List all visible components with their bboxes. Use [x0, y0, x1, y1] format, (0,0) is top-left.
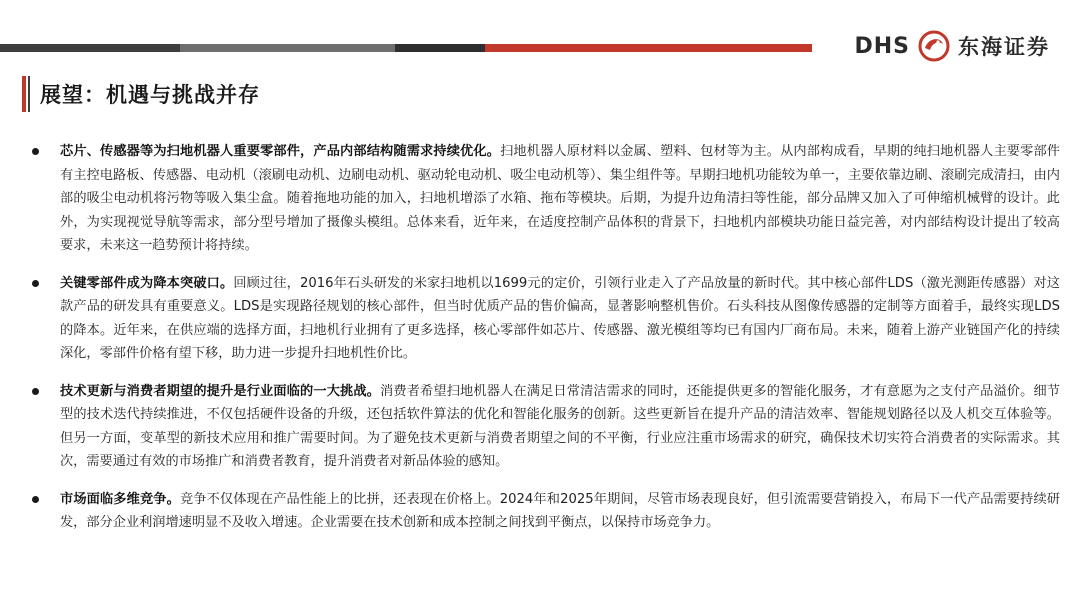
- title-block: [22, 76, 260, 112]
- bullet-dot-icon: [32, 280, 39, 287]
- bullet-lead: 芯片、传感器等为扫地机器人重要零部件，产品内部结构随需求持续优化。: [60, 144, 501, 159]
- bullet-item: [30, 140, 1060, 258]
- bullet-item: [30, 272, 1060, 366]
- bullet-dot-icon: [32, 388, 39, 395]
- bullet-item: [30, 488, 1060, 535]
- bullet-body: 回顾过往，2016年石头研发的米家扫地机以1699元的定价，引领行业走入了产品放量的新时代。其中核心部件LDS（激光测距传感器）对这款产品的研发具有重要意义。LDS是实现路径规划的核心部件，但当时优质产品的售价偏高，显著影响整机售价。石头科技从图像传感器的定制等方面着手，最终实现LDS的降本。近年来，在供应端的选择方面，扫地机行业拥有了更多选择，核心零部件如芯片、传感器、激光模组等均已有国内厂商布局。未来，随着上游产业链国产化的持续深化，零部件价格有望下移，助力进一步提升扫地机性价比。: [60, 275, 1060, 361]
- logo-abbr: DHS: [854, 33, 910, 59]
- bullet-body: 竞争不仅体现在产品性能上的比拼，还表现在价格上。2024年和2025年期间，尽管市场表现良好，但引流需要营销投入，布局下一代产品需要持续研发，部分企业利润增速明显不及收入增速。企业需要在技术创新和成本控制之间找到平衡点，以保持市场竞争力。: [60, 491, 1061, 530]
- header-bar-gray: [180, 44, 430, 52]
- bullet-lead: 技术更新与消费者期望的提升是行业面临的一大挑战。: [60, 383, 381, 399]
- dragon-logo-icon: [916, 28, 952, 64]
- bullet-dot-icon: [32, 496, 39, 503]
- company-logo: [854, 24, 1050, 68]
- title-accent-bar: [22, 76, 26, 112]
- logo-name: 东海证券: [958, 35, 1050, 59]
- bullet-body: 扫地机器人原材料以金属、塑料、包材等为主。从内部构成看，早期的纯扫地机器人主要零部件有主控电路板、传感器、电动机（滚刷电动机、边刷电动机、驱动轮电动机、吸尘电动机等）、集尘组件等。早期扫地机功能较为单一，主要依靠边刷、滚刷完成清扫，由内部的吸尘电动机将污物等吸入集尘盒。随着拖地功能的加入，扫地机增添了水箱、拖布等模块。后期，为提升边角清扫等性能，部分品牌又加入了可伸缩机械臂的设计。此外，为实现视觉导航等需求，部分型号增加了摄像头模组。总体来看，近年来，在适度控制产品体积的背景下，扫地机内部模块功能日益完善，对内部结构设计提出了较高要求，未来这一趋势预计将持续。: [60, 144, 1060, 253]
- header-bar-red: [430, 44, 812, 52]
- header-bar-dark-accent: [395, 44, 485, 52]
- header-decor-bar: [0, 44, 812, 52]
- bullet-lead: 市场面临多维竞争。: [60, 491, 180, 507]
- title-accent-bar-secondary: [28, 76, 30, 112]
- bullet-item: [30, 380, 1060, 474]
- bullet-list: [30, 140, 1060, 549]
- bullet-lead: 关键零部件成为降本突破口。: [60, 275, 234, 291]
- page-title: 展望：机遇与挑战并存: [40, 82, 260, 107]
- bullet-body: 消费者希望扫地机器人在满足日常清洁需求的同时，还能提供更多的智能化服务，才有意愿为之支付产品溢价。细节型的技术迭代持续推进，不仅包括硬件设备的升级，还包括软件算法的优化和智能化服务的创新。这些更新旨在提升产品的清洁效率、智能规划路径以及人机交互体验等。但另一方面，变革型的新技术应用和推广需要时间。为了避免技术更新与消费者期望之间的不平衡，行业应注重市场需求的研究，确保技术切实符合消费者的实际需求。其次，需要通过有效的市场推广和消费者教育，提升消费者对新品体验的感知。: [60, 383, 1060, 469]
- bullet-dot-icon: [32, 148, 39, 155]
